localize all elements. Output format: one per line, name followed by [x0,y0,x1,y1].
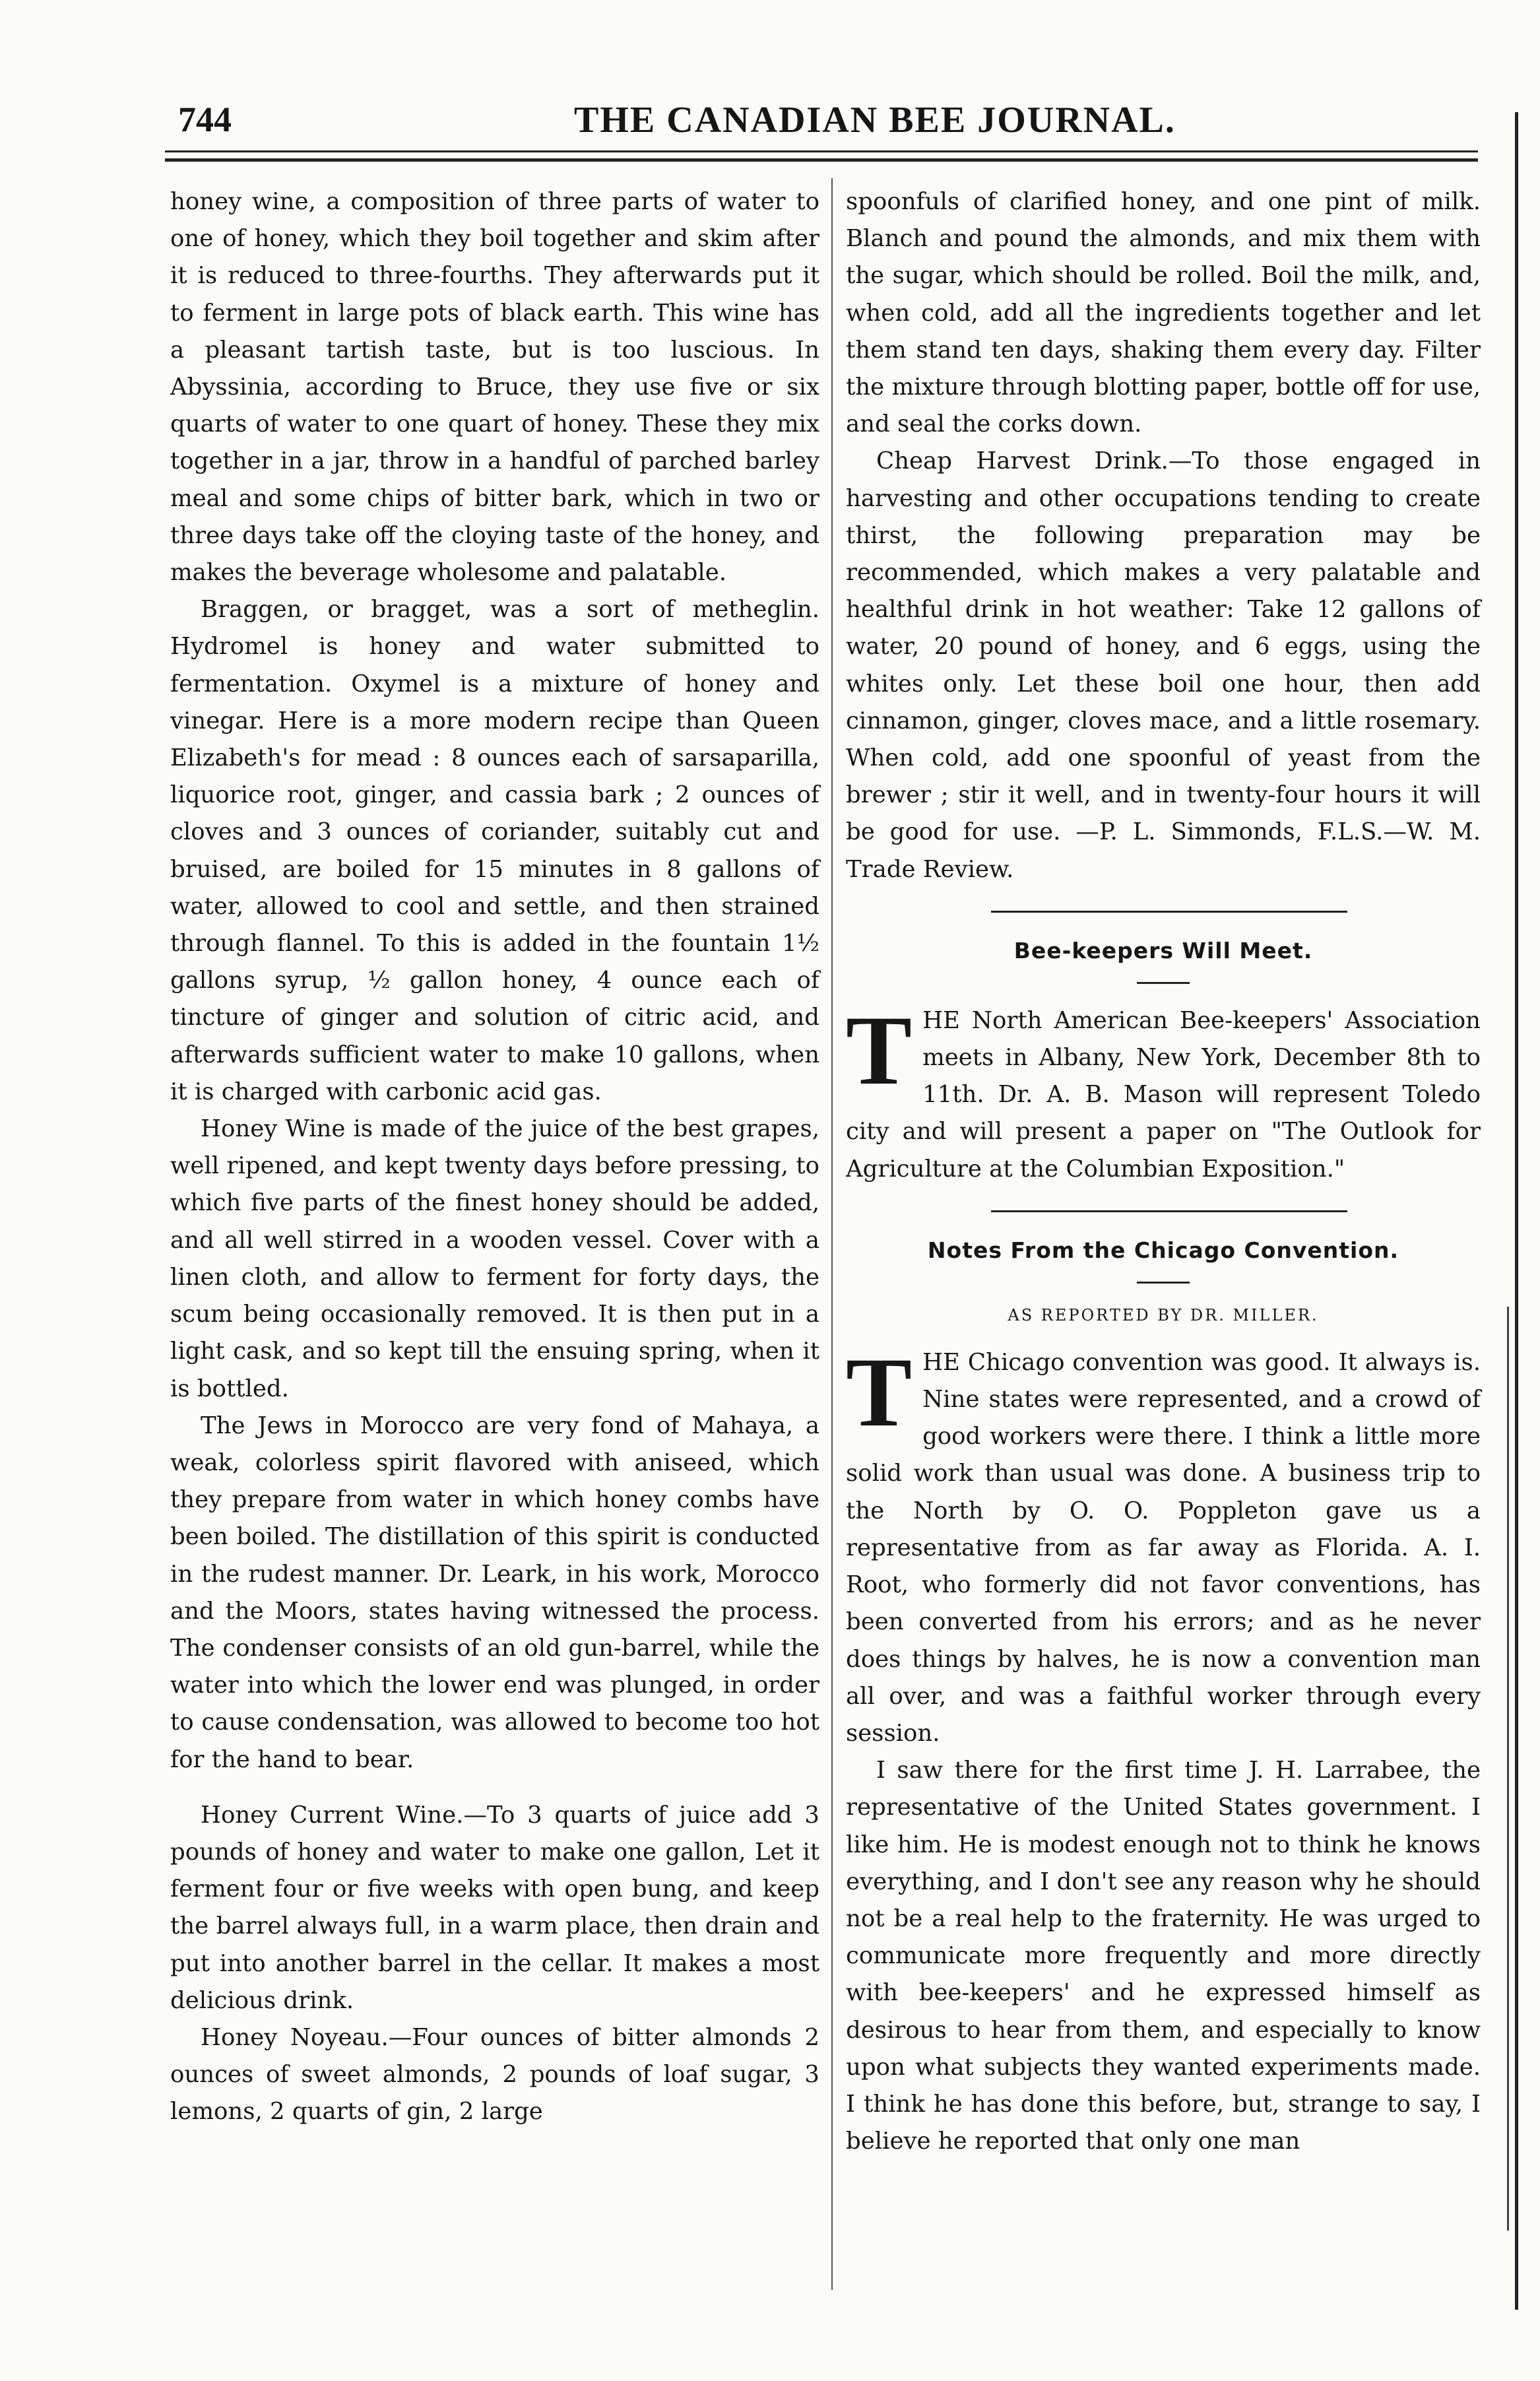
heading-underline [1137,982,1190,984]
paragraph-honey-noyeau: Honey Noyeau.—Four ounces of bitter almonds 2 ounces of sweet almonds, 2 pounds of loaf sugar, 3 lemons, 2 quarts of gin, 2 large [170,2023,819,2126]
paragraph-larrabee: I saw there for the first time J. H. Larrabee, the representative of the United States government. I like him. He is modest enough not to think he knows everything, and I don't see any reason why he should not be a real help to the fraternity. He was urged to communicate more frequently and more directly with bee-keepers' and he expressed himself as desirous to hear from them, and especially to know upon what subjects they wanted experiments made. I think he has done this before, but, strange to say, I believe he reported that only one man [846,1757,1481,2155]
heading-underline [1137,1282,1190,1284]
header-rule-thick [165,158,1478,162]
separator-rule [991,1210,1347,1212]
heading-bee-keepers-will-meet: Bee-keepers Will Meet. [1013,937,1313,963]
page-edge-rule-secondary [1507,1307,1509,2231]
paragraph-albany-meeting-text: HE North American Bee-keepers' Association meets in Albany, New York, December 8th to 11th. Dr. A. B. Mason will represent Toledo city and will present a paper on "The Outlook for Agriculture at the Columbian Exposition." [846,1006,1481,1183]
section-separator [846,888,1481,934]
journal-title: THE CANADIAN BEE JOURNAL. [574,100,1176,141]
drop-cap-letter: T [846,1337,913,1447]
paragraph-noyeau-continued: spoonfuls of clarified honey, and one pint of milk. Blanch and pound the almonds, and mix them with the sugar, which should be rolled. Boil the milk, and, when cold, add all the ingredients together and let them stand ten days, shaking them every day. Filter the mixture through blotting paper, bottle off for use, and seal the corks down. [846,188,1481,438]
column-divider [831,178,833,2290]
page-edge-rule [1515,112,1518,2310]
paragraph-chicago-convention [846,1337,1481,1752]
byline: AS REPORTED BY DR. MILLER. [1008,1305,1319,1324]
paragraph-bragget-recipe: Braggen, or bragget, was a sort of metheglin. Hydromel is honey and water submitted to fermentation. Oxymel is a mixture of honey and vinegar. Here is a more modern recipe than Queen Elizabeth's for mead : 8 ounces each of sarsaparilla, liquorice root, ginger, and cassia bark ; 2 ounces of cloves and 3 ounces of coriander, suitably cut and bruised, are boiled for 15 minutes in 8 gallons of water, allowed to cool and settle, and then strained through flannel. To this is added in the fountain 1½ gallons syrup, ½ gallon honey, 4 ounce each of tincture of ginger and solution of citric acid, and afterwards sufficient water to make 10 gallons, when it is charged with carbonic acid gas. [170,596,819,1105]
paragraph-honey-current-wine: Honey Current Wine.—To 3 quarts of juice add 3 pounds of honey and water to make one gallon, Let it ferment four or five weeks with open bung, and keep the barrel always full, in a warm place, then drain and put into another barrel in the cellar. It makes a most delicious drink. [170,1801,819,2014]
paragraph-honey-wine-abyssinia: honey wine, a composition of three parts of water to one of honey, which they boil together and skim after it is reduced to three-fourths. They afterwards put it to ferment in large pots of black earth. This wine has a pleasant tartish taste, but is too luscious. In Abyssinia, according to Bruce, they use five or six quarts of water to one quart of honey. These they mix together in a jar, throw in a handful of parched barley meal and some chips of bitter bark, which in two or three days take off the cloying taste of the honey, and makes the beverage wholesome and palatable. [170,188,819,587]
heading-chicago-convention: Notes From the Chicago Convention. [927,1237,1399,1263]
header-rule-thin [165,150,1478,152]
running-header [165,99,1471,158]
separator-rule [991,911,1347,913]
paragraph-chicago-convention-text: HE Chicago convention was good. It always is. Nine states were represented, and a crowd of good workers were there. I think a little more solid work than usual was done. A business trip to the North by O. O. Poppleton gave us a representative from as far away as Florida. A. I. Root, who formerly did not favor conventions, has been converted from his errors; and as he never does things by halves, he is now a convention man all over, and was a faithful worker through every session. [846,1348,1481,1747]
paragraph-albany-meeting [846,995,1481,1188]
left-column [170,183,819,2131]
drop-cap-letter: T [846,995,913,1105]
paragraph-honey-wine-grapes: Honey Wine is made of the juice of the best grapes, well ripened, and kept twenty days before pressing, to which five parts of the finest honey should be added, and all well stirred in a wooden vessel. Cover with a linen cloth, and allow to ferment for forty days, the scum being occasionally removed. It is then put in a light cask, and so kept till the ensuing spring, when it is bottled. [170,1115,819,1402]
paragraph-cheap-harvest-drink: Cheap Harvest Drink.—To those engaged in harvesting and other occupations tending to create thirst, the following preparation may be recommended, which makes a very palatable and healthful drink in hot weather: Take 12 gallons of water, 20 pound of honey, and 6 eggs, using the whites only. Let these boil one hour, then add cinnamon, ginger, cloves mace, and a little rosemary. When cold, add one spoonful of yeast from the brewer ; stir it well, and in twenty-four hours it will be good for use. —P. L. Simmonds, F.L.S.—W. M. Trade Review. [846,447,1481,883]
page-number: 744 [178,100,232,139]
paragraph-mahaya: The Jews in Morocco are very fond of Mahaya, a weak, colorless spirit flavored with aniseed, which they prepare from water in which honey combs have been boiled. The distillation of this spirit is conducted in the rudest manner. Dr. Leark, in his work, Morocco and the Moors, states having witnessed the process. The condenser consists of an old gun-barrel, while the water into which the lower end was plunged, in order to cause condensation, was allowed to become too hot for the hand to bear. [170,1412,819,1773]
section-separator [846,1188,1481,1234]
right-column [846,183,1481,2160]
